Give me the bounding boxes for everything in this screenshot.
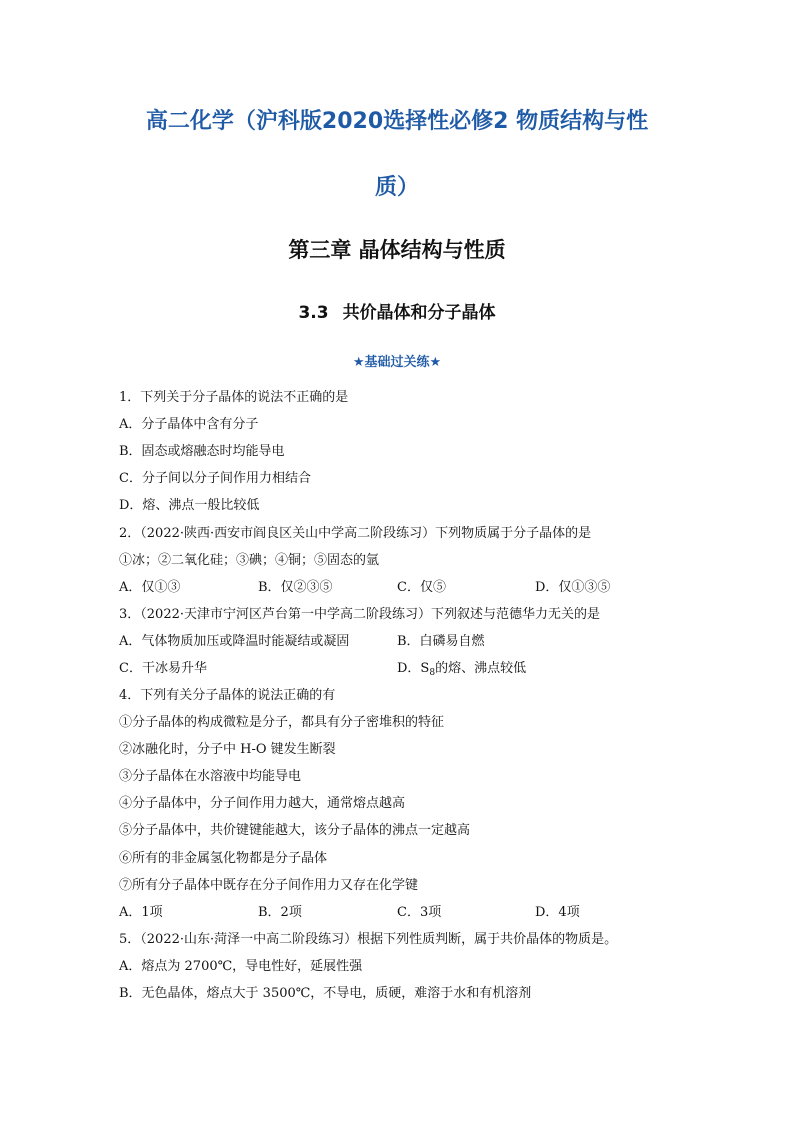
document-title-line2: 质） xyxy=(374,175,419,200)
subscript-8: 8 xyxy=(429,668,436,678)
question-3-option-b: B．白磷易自燃 xyxy=(397,634,485,649)
question-5-option-b: B．无色晶体，熔点大于 3500℃，不导电，质硬，难溶于水和有机溶剂 xyxy=(119,986,532,1001)
question-4-stem: 4．下列有关分子晶体的说法正确的有 xyxy=(119,688,336,703)
section-heading xyxy=(0,298,794,323)
question-3-option-d xyxy=(397,661,526,681)
question-4-item-6: ⑥所有的非金属氢化物都是分子晶体 xyxy=(119,851,328,866)
question-3-option-a: A．气体物质加压或降温时能凝结或凝固 xyxy=(119,634,350,649)
question-4-item-5: ⑤分子晶体中，共价键键能越大，该分子晶体的沸点一定越高 xyxy=(119,823,471,838)
option-d-prefix: D．S xyxy=(397,661,430,676)
question-3-stem: 3．（2022·天津市宁河区芦台第一中学高二阶段练习）下列叙述与范德华力无关的是 xyxy=(119,607,600,622)
document-title-line1: 高二化学（沪科版2020选择性必修2 物质结构与性 xyxy=(145,109,649,134)
exercise-banner: ★基础过关练★ xyxy=(352,355,442,370)
question-2-option-a: A．仅①③ xyxy=(119,580,181,595)
question-4-option-c: C．3项 xyxy=(397,905,442,920)
section-title: 共价晶体和分子晶体 xyxy=(342,303,496,323)
question-2-items: ①冰；②二氧化硅；③碘；④铜；⑤固态的氩 xyxy=(119,553,380,568)
question-2-option-b: B．仅②③⑤ xyxy=(258,580,333,595)
question-2-option-c: C．仅⑤ xyxy=(397,580,446,595)
question-1-option-b: B．固态或熔融态时均能导电 xyxy=(119,444,285,459)
question-4-item-1: ①分子晶体的构成微粒是分子，都具有分子密堆积的特征 xyxy=(119,715,445,730)
question-5-stem: 5．（2022·山东·菏泽一中高二阶段练习）根据下列性质判断，属于共价晶体的物质是。 xyxy=(119,932,618,947)
chapter-heading: 第三章 晶体结构与性质 xyxy=(288,238,506,262)
question-5-option-a: A．熔点为 2700℃，导电性好，延展性强 xyxy=(119,959,363,974)
question-4-item-2: ②冰融化时，分子中 H-O 键发生断裂 xyxy=(119,742,336,757)
question-2-option-d: D．仅①③⑤ xyxy=(535,580,611,595)
section-number: 3.3 xyxy=(298,303,329,323)
question-1-option-c: C．分子间以分子间作用力相结合 xyxy=(119,471,311,486)
question-4-option-a: A．1项 xyxy=(119,905,163,920)
question-1-option-a: A．分子晶体中含有分子 xyxy=(119,417,259,432)
question-4-option-b: B．2项 xyxy=(258,905,302,920)
question-3-option-c: C．干冰易升华 xyxy=(119,661,207,676)
question-4-item-7: ⑦所有分子晶体中既存在分子间作用力又存在化学键 xyxy=(119,878,419,893)
question-1-option-d: D．熔、沸点一般比较低 xyxy=(119,498,260,513)
question-1-stem: 1．下列关于分子晶体的说法不正确的是 xyxy=(119,390,349,405)
question-2-stem: 2．（2022·陕西·西安市阎良区关山中学高二阶段练习）下列物质属于分子晶体的是 xyxy=(119,526,592,541)
question-4-item-3: ③分子晶体在水溶液中均能导电 xyxy=(119,769,302,784)
option-d-suffix: 的熔、沸点较低 xyxy=(435,661,527,676)
question-4-item-4: ④分子晶体中，分子间作用力越大，通常熔点越高 xyxy=(119,796,406,811)
question-4-option-d: D．4项 xyxy=(535,905,580,920)
